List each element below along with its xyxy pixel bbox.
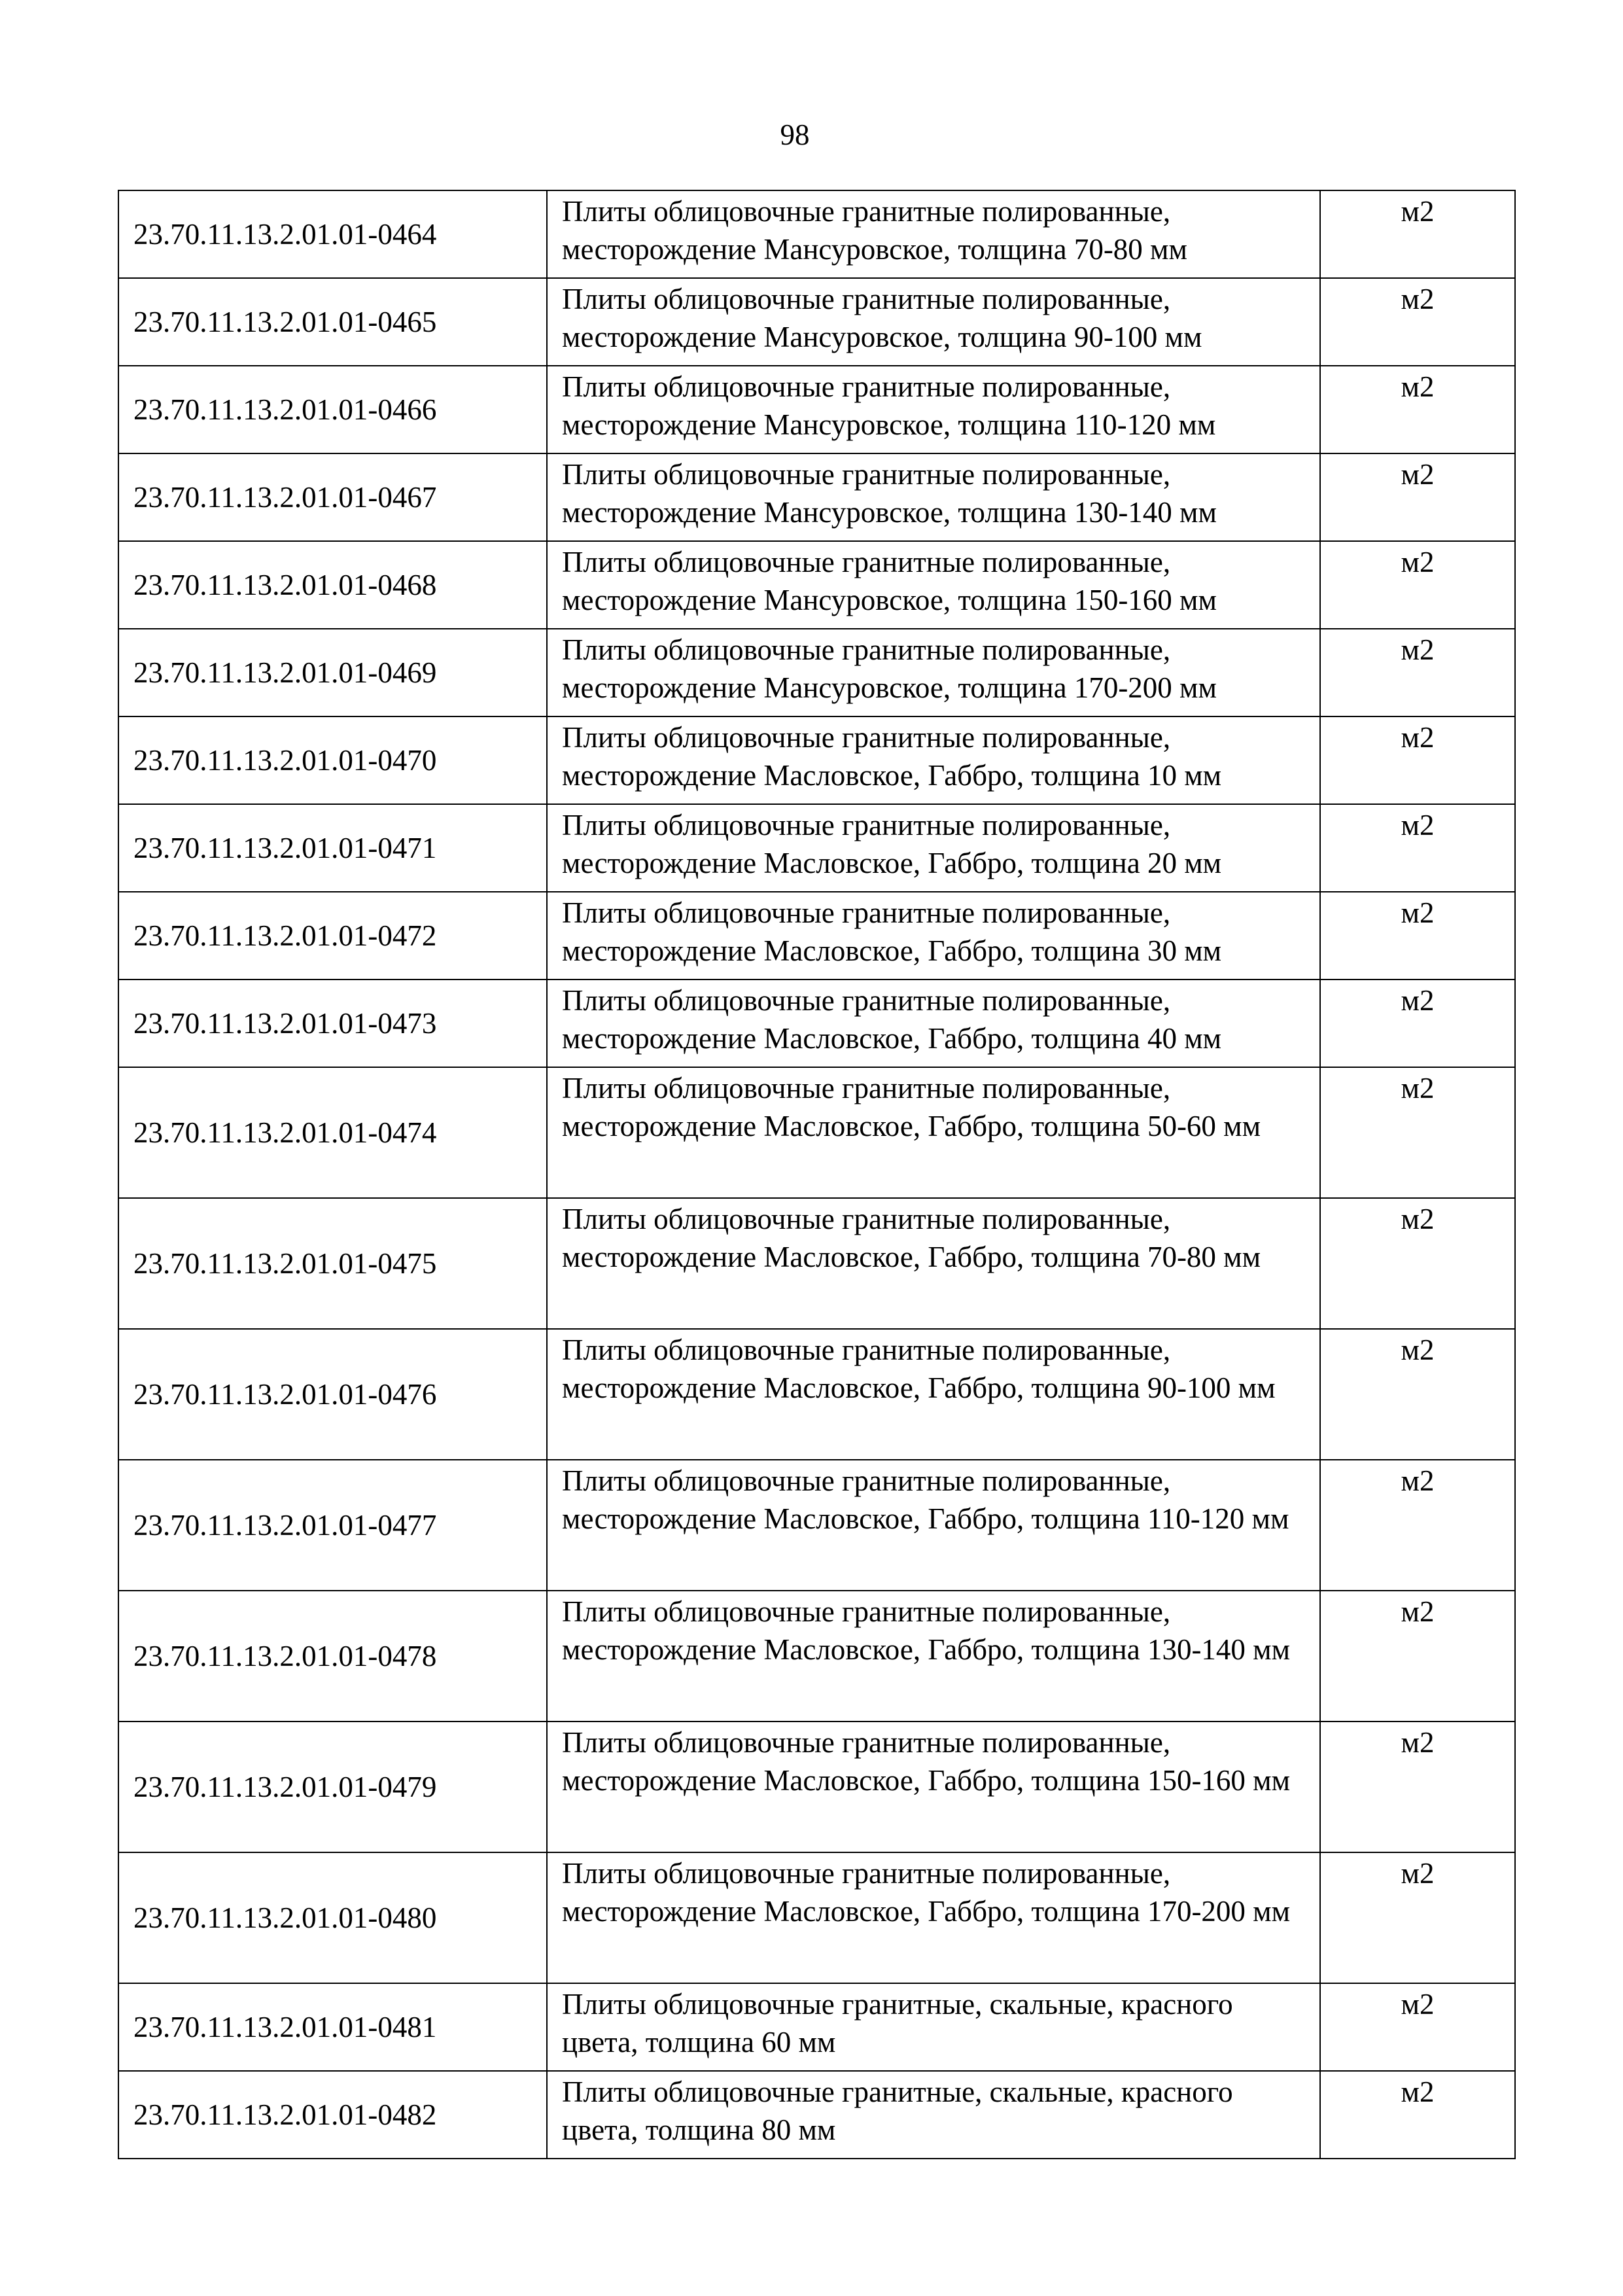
unit-of-measure: м2 xyxy=(1320,2071,1515,2159)
resource-name: Плиты облицовочные гранитные полированные, месторождение Мансуровское, толщина 150-160 мм xyxy=(547,541,1320,629)
resource-code: 23.70.11.13.2.01.01-0464 xyxy=(118,190,547,278)
table-row xyxy=(118,1198,1515,1329)
table-row xyxy=(118,1329,1515,1460)
unit-of-measure: м2 xyxy=(1320,980,1515,1067)
table-row xyxy=(118,1852,1515,1983)
materials-table xyxy=(118,190,1516,2159)
unit-of-measure: м2 xyxy=(1320,629,1515,716)
resource-code: 23.70.11.13.2.01.01-0476 xyxy=(118,1329,547,1460)
unit-of-measure: м2 xyxy=(1320,1067,1515,1198)
unit-of-measure: м2 xyxy=(1320,1722,1515,1852)
resource-name: Плиты облицовочные гранитные полированные, месторождение Мансуровское, толщина 110-120 мм xyxy=(547,366,1320,453)
resource-code: 23.70.11.13.2.01.01-0469 xyxy=(118,629,547,716)
resource-name: Плиты облицовочные гранитные полированные, месторождение Масловское, Габбро, толщина 90-100 мм xyxy=(547,1329,1320,1460)
unit-of-measure: м2 xyxy=(1320,1198,1515,1329)
unit-of-measure: м2 xyxy=(1320,366,1515,453)
table-row xyxy=(118,716,1515,804)
resource-code: 23.70.11.13.2.01.01-0468 xyxy=(118,541,547,629)
unit-of-measure: м2 xyxy=(1320,278,1515,366)
resource-name: Плиты облицовочные гранитные полированные, месторождение Мансуровское, толщина 130-140 мм xyxy=(547,453,1320,541)
resource-code: 23.70.11.13.2.01.01-0478 xyxy=(118,1591,547,1722)
page-number: 98 xyxy=(780,118,810,151)
resource-code: 23.70.11.13.2.01.01-0475 xyxy=(118,1198,547,1329)
resource-code: 23.70.11.13.2.01.01-0472 xyxy=(118,892,547,980)
table-row xyxy=(118,1460,1515,1591)
resource-name: Плиты облицовочные гранитные полированные, месторождение Мансуровское, толщина 170-200 мм xyxy=(547,629,1320,716)
resource-name: Плиты облицовочные гранитные полированные, месторождение Масловское, Габбро, толщина 70-80 мм xyxy=(547,1198,1320,1329)
table-row xyxy=(118,453,1515,541)
resource-name: Плиты облицовочные гранитные полированные, месторождение Мансуровское, толщина 90-100 мм xyxy=(547,278,1320,366)
unit-of-measure: м2 xyxy=(1320,892,1515,980)
table-row xyxy=(118,980,1515,1067)
resource-code: 23.70.11.13.2.01.01-0467 xyxy=(118,453,547,541)
resource-code: 23.70.11.13.2.01.01-0471 xyxy=(118,804,547,892)
unit-of-measure: м2 xyxy=(1320,1329,1515,1460)
resource-code: 23.70.11.13.2.01.01-0482 xyxy=(118,2071,547,2159)
table-row xyxy=(118,190,1515,278)
resource-code: 23.70.11.13.2.01.01-0479 xyxy=(118,1722,547,1852)
table-row xyxy=(118,278,1515,366)
table-row xyxy=(118,1983,1515,2071)
unit-of-measure: м2 xyxy=(1320,1983,1515,2071)
resource-code: 23.70.11.13.2.01.01-0477 xyxy=(118,1460,547,1591)
resource-name: Плиты облицовочные гранитные полированные, месторождение Масловское, Габбро, толщина 150-160 мм xyxy=(547,1722,1320,1852)
table-row xyxy=(118,2071,1515,2159)
resource-name: Плиты облицовочные гранитные полированные, месторождение Масловское, Габбро, толщина 50-60 мм xyxy=(547,1067,1320,1198)
table-row xyxy=(118,629,1515,716)
resource-name: Плиты облицовочные гранитные полированные, месторождение Масловское, Габбро, толщина 110-120 мм xyxy=(547,1460,1320,1591)
unit-of-measure: м2 xyxy=(1320,1591,1515,1722)
unit-of-measure: м2 xyxy=(1320,453,1515,541)
resource-name: Плиты облицовочные гранитные полированные, месторождение Масловское, Габбро, толщина 30 мм xyxy=(547,892,1320,980)
resource-name: Плиты облицовочные гранитные полированные, месторождение Масловское, Габбро, толщина 130-140 мм xyxy=(547,1591,1320,1722)
table-row xyxy=(118,1722,1515,1852)
resource-name: Плиты облицовочные гранитные, скальные, красного цвета, толщина 80 мм xyxy=(547,2071,1320,2159)
resource-name: Плиты облицовочные гранитные полированные, месторождение Масловское, Габбро, толщина 20 мм xyxy=(547,804,1320,892)
resource-code: 23.70.11.13.2.01.01-0465 xyxy=(118,278,547,366)
resource-code: 23.70.11.13.2.01.01-0466 xyxy=(118,366,547,453)
resource-code: 23.70.11.13.2.01.01-0470 xyxy=(118,716,547,804)
resource-code: 23.70.11.13.2.01.01-0474 xyxy=(118,1067,547,1198)
resource-code: 23.70.11.13.2.01.01-0480 xyxy=(118,1852,547,1983)
table-row xyxy=(118,366,1515,453)
table-row xyxy=(118,1591,1515,1722)
resource-name: Плиты облицовочные гранитные полированные, месторождение Масловское, Габбро, толщина 40 мм xyxy=(547,980,1320,1067)
resource-name: Плиты облицовочные гранитные, скальные, красного цвета, толщина 60 мм xyxy=(547,1983,1320,2071)
unit-of-measure: м2 xyxy=(1320,541,1515,629)
resource-code: 23.70.11.13.2.01.01-0473 xyxy=(118,980,547,1067)
resource-code: 23.70.11.13.2.01.01-0481 xyxy=(118,1983,547,2071)
table-row xyxy=(118,804,1515,892)
unit-of-measure: м2 xyxy=(1320,1852,1515,1983)
resource-name: Плиты облицовочные гранитные полированные, месторождение Масловское, Габбро, толщина 170-200 мм xyxy=(547,1852,1320,1983)
unit-of-measure: м2 xyxy=(1320,804,1515,892)
resource-name: Плиты облицовочные гранитные полированные, месторождение Масловское, Габбро, толщина 10 мм xyxy=(547,716,1320,804)
table-row xyxy=(118,541,1515,629)
resource-name: Плиты облицовочные гранитные полированные, месторождение Мансуровское, толщина 70-80 мм xyxy=(547,190,1320,278)
table-row xyxy=(118,1067,1515,1198)
unit-of-measure: м2 xyxy=(1320,190,1515,278)
table-row xyxy=(118,892,1515,980)
unit-of-measure: м2 xyxy=(1320,716,1515,804)
unit-of-measure: м2 xyxy=(1320,1460,1515,1591)
